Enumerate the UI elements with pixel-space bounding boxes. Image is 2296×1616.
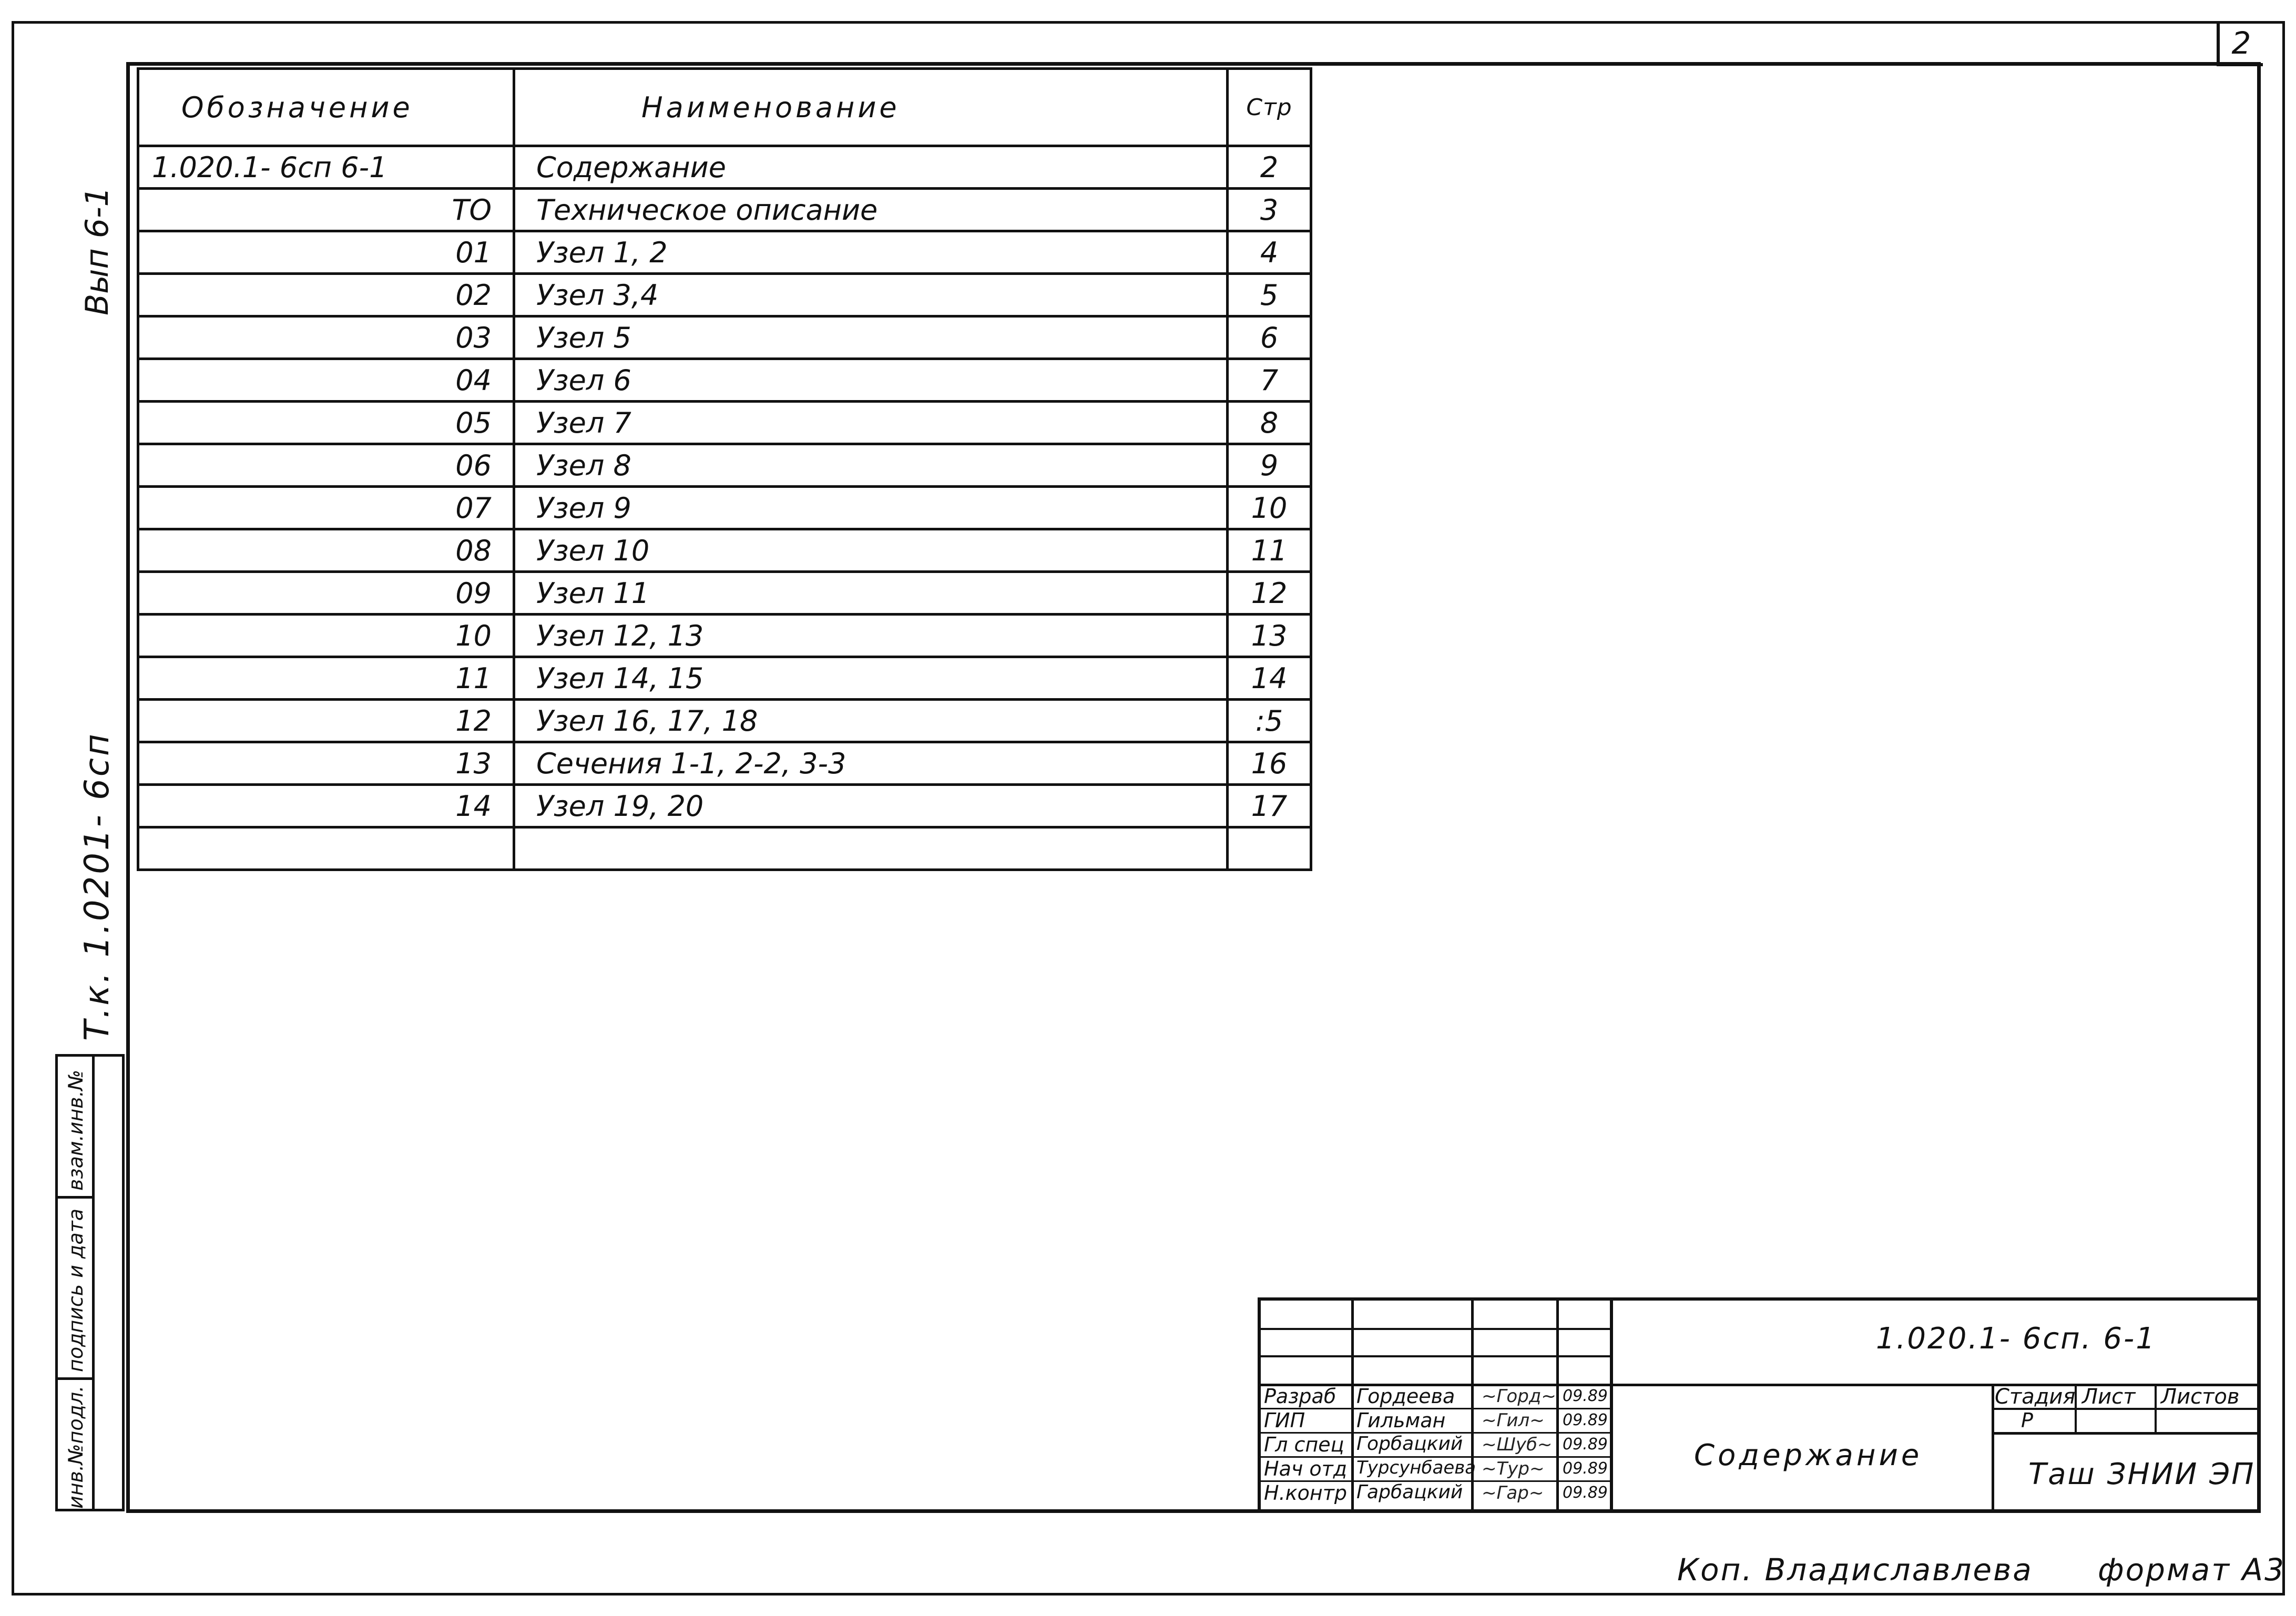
title-block bbox=[1258, 1297, 2261, 1513]
copied-by: Коп. Владиславлева bbox=[1677, 1552, 2033, 1588]
staff-date: 09.89 bbox=[1563, 1459, 1608, 1478]
row-name: Узел 11 bbox=[514, 572, 1228, 615]
row-name: Узел 10 bbox=[514, 529, 1228, 572]
row-designation: 04 bbox=[138, 359, 514, 402]
contents-table bbox=[137, 67, 1312, 871]
header-designation: Обозначение bbox=[138, 69, 514, 146]
staff-role: Н.контр bbox=[1264, 1481, 1347, 1505]
sheets-label: Листов bbox=[2161, 1385, 2240, 1409]
table-row bbox=[138, 700, 1311, 742]
header-name: Наименование bbox=[514, 69, 1228, 146]
sheet-number: 2 bbox=[2217, 23, 2263, 66]
row-name: Техническое описание bbox=[514, 189, 1228, 231]
row-page: 5 bbox=[1228, 274, 1311, 316]
row-name: Узел 16, 17, 18 bbox=[514, 700, 1228, 742]
row-designation: ТО bbox=[138, 189, 514, 231]
row-designation: 03 bbox=[138, 316, 514, 359]
staff-name: Горбацкий bbox=[1356, 1433, 1463, 1455]
row-name: Содержание bbox=[514, 146, 1228, 189]
row-designation: 08 bbox=[138, 529, 514, 572]
paper-format: формат А3 bbox=[2098, 1552, 2285, 1588]
staff-date: 09.89 bbox=[1563, 1484, 1608, 1502]
row-page: 10 bbox=[1228, 487, 1311, 529]
row-name: Узел 9 bbox=[514, 487, 1228, 529]
row-designation: 07 bbox=[138, 487, 514, 529]
staff-name: Гордеева bbox=[1356, 1385, 1455, 1408]
row-page: 13 bbox=[1228, 615, 1311, 657]
row-page: 16 bbox=[1228, 742, 1311, 785]
staff-role: Гл спец bbox=[1264, 1433, 1344, 1456]
table-row bbox=[138, 359, 1311, 402]
row-designation: 10 bbox=[138, 615, 514, 657]
table-row bbox=[138, 785, 1311, 827]
signature: ~Тур~ bbox=[1482, 1458, 1545, 1479]
row-designation: 13 bbox=[138, 742, 514, 785]
header-page: Стр bbox=[1228, 69, 1311, 146]
staff-date: 09.89 bbox=[1563, 1411, 1608, 1429]
row-designation: 06 bbox=[138, 444, 514, 487]
staff-name: Гильман bbox=[1356, 1409, 1446, 1432]
row-name: Сечения 1-1, 2-2, 3-3 bbox=[514, 742, 1228, 785]
row-name: Узел 6 bbox=[514, 359, 1228, 402]
row-designation: 11 bbox=[138, 657, 514, 700]
staff-date: 09.89 bbox=[1563, 1435, 1608, 1454]
row-name: Узел 5 bbox=[514, 316, 1228, 359]
row-page: 7 bbox=[1228, 359, 1311, 402]
row-page: 17 bbox=[1228, 785, 1311, 827]
row-name: Узел 1, 2 bbox=[514, 231, 1228, 274]
row-page: 2 bbox=[1228, 146, 1311, 189]
row-name: Узел 7 bbox=[514, 402, 1228, 444]
stage-value: Р bbox=[2021, 1409, 2033, 1432]
margin-stamp bbox=[55, 1054, 125, 1511]
row-page: 8 bbox=[1228, 402, 1311, 444]
row-page: 12 bbox=[1228, 572, 1311, 615]
doc-code: 1.020.1- 6сп. 6-1 bbox=[1876, 1322, 2156, 1356]
staff-name: Турсунбаева bbox=[1356, 1457, 1476, 1478]
row-page: 14 bbox=[1228, 657, 1311, 700]
table-row bbox=[138, 487, 1311, 529]
staff-role: Разраб bbox=[1264, 1385, 1336, 1408]
issue-label: Вып 6-1 bbox=[79, 187, 116, 315]
row-name: Узел 12, 13 bbox=[514, 615, 1228, 657]
staff-name: Гарбацкий bbox=[1356, 1481, 1463, 1503]
row-designation: 01 bbox=[138, 231, 514, 274]
row-name: Узел 8 bbox=[514, 444, 1228, 487]
table-row bbox=[138, 146, 1311, 189]
signature: ~Гил~ bbox=[1482, 1410, 1545, 1431]
table-row bbox=[138, 189, 1311, 231]
signature: ~Шуб~ bbox=[1482, 1434, 1553, 1455]
row-designation: 09 bbox=[138, 572, 514, 615]
row-name: Узел 19, 20 bbox=[514, 785, 1228, 827]
stamp-cell-original-inventory: инв.№подл. bbox=[64, 1385, 87, 1509]
row-page: 6 bbox=[1228, 316, 1311, 359]
table-row bbox=[138, 402, 1311, 444]
row-page: 4 bbox=[1228, 231, 1311, 274]
table-row-empty bbox=[138, 827, 1311, 870]
row-page: 3 bbox=[1228, 189, 1311, 231]
row-designation: 14 bbox=[138, 785, 514, 827]
signature: ~Горд~ bbox=[1482, 1386, 1556, 1407]
staff-date: 09.89 bbox=[1563, 1387, 1608, 1405]
row-designation: 02 bbox=[138, 274, 514, 316]
staff-role: Нач отд bbox=[1264, 1457, 1348, 1480]
row-name: Узел 14, 15 bbox=[514, 657, 1228, 700]
row-designation: 12 bbox=[138, 700, 514, 742]
doc-title: Содержание bbox=[1694, 1438, 1923, 1472]
table-row bbox=[138, 274, 1311, 316]
row-designation: 1.020.1- 6сп 6-1 bbox=[138, 146, 514, 189]
table-row bbox=[138, 316, 1311, 359]
contents-header-row bbox=[138, 69, 1311, 146]
table-row bbox=[138, 657, 1311, 700]
row-page: :5 bbox=[1228, 700, 1311, 742]
stamp-cell-signature-date: подпись и дата bbox=[64, 1208, 87, 1372]
signature: ~Гар~ bbox=[1482, 1482, 1544, 1504]
staff-role: ГИП bbox=[1264, 1409, 1305, 1432]
row-designation: 05 bbox=[138, 402, 514, 444]
table-row bbox=[138, 615, 1311, 657]
row-designation-empty bbox=[138, 827, 514, 870]
row-name: Узел 3,4 bbox=[514, 274, 1228, 316]
table-row bbox=[138, 231, 1311, 274]
row-page-empty bbox=[1228, 827, 1311, 870]
sheet-label: Лист bbox=[2082, 1385, 2136, 1409]
table-row bbox=[138, 572, 1311, 615]
table-row bbox=[138, 742, 1311, 785]
table-row bbox=[138, 529, 1311, 572]
row-page: 9 bbox=[1228, 444, 1311, 487]
table-row bbox=[138, 444, 1311, 487]
organization: Таш ЗНИИ ЭП bbox=[2028, 1457, 2256, 1491]
series-label: Т.к. 1.0201- 6сп bbox=[78, 732, 117, 1041]
row-name-empty bbox=[514, 827, 1228, 870]
row-page: 11 bbox=[1228, 529, 1311, 572]
stamp-cell-replacement: взам.инв.№ bbox=[64, 1069, 87, 1191]
stage-label: Стадия bbox=[1995, 1385, 2076, 1409]
